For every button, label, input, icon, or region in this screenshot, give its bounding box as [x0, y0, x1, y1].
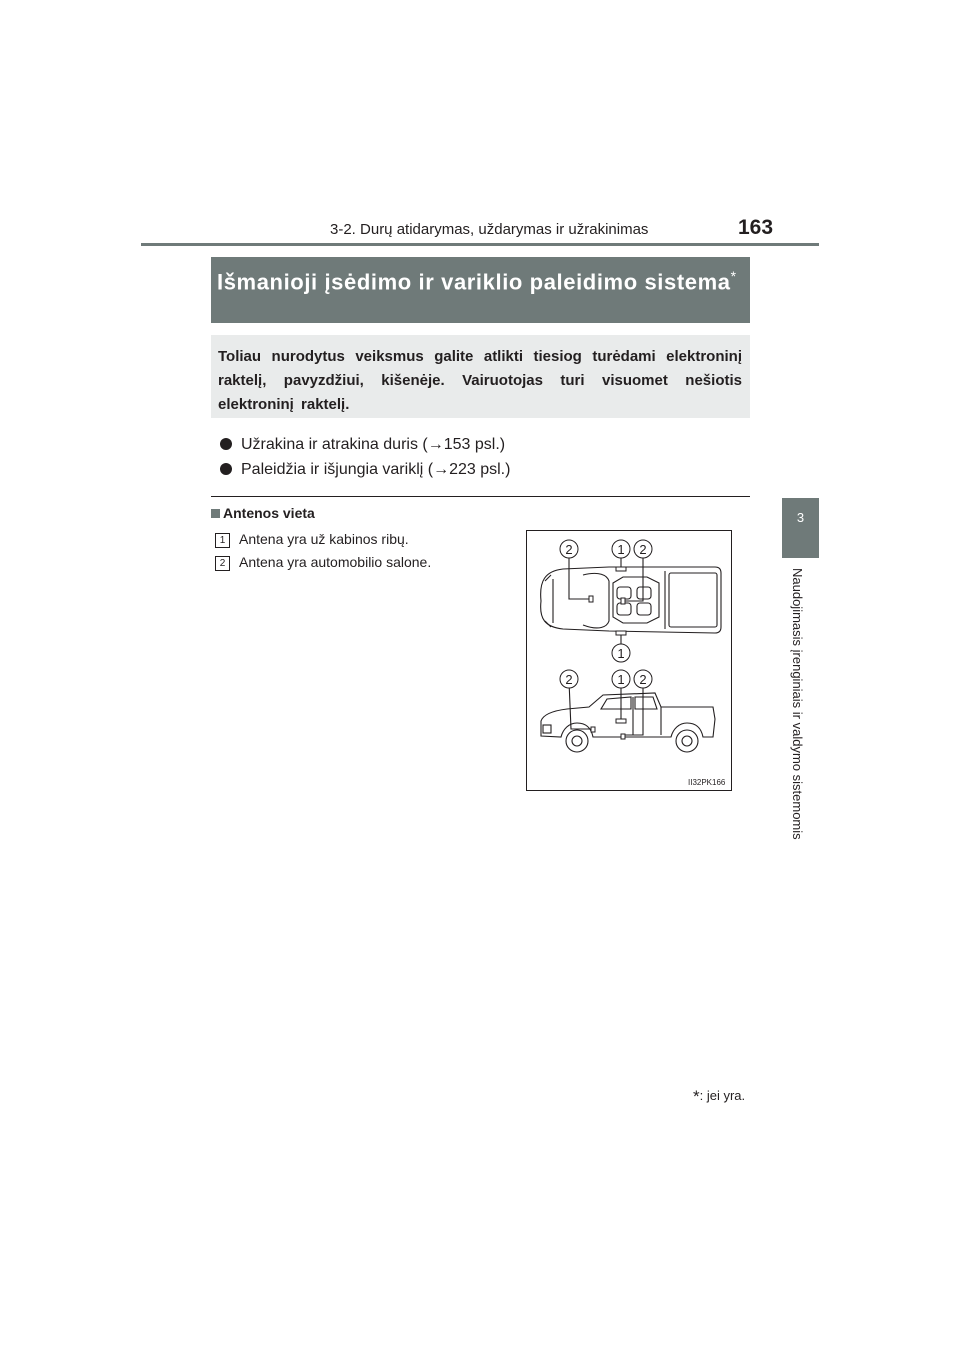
callout-label: 1	[617, 672, 625, 687]
chapter-tab: 3	[782, 498, 819, 558]
bullet-dot-icon	[220, 463, 232, 475]
antenna-location-figure	[526, 530, 732, 791]
header-rule	[141, 243, 819, 246]
list-item	[215, 531, 409, 548]
bullet-dot-icon	[220, 438, 232, 450]
callout-label: 2	[639, 672, 647, 687]
number-badge: 1	[215, 533, 230, 548]
list-item-text: Antena yra automobilio salone.	[239, 554, 432, 570]
section-header: 3-2. Durų atidarymas, uždarymas ir užrakinimas	[330, 221, 649, 238]
square-bullet-icon	[211, 509, 220, 518]
callout-label: 1	[617, 542, 625, 557]
bullet-item	[220, 436, 505, 454]
list-item	[215, 554, 431, 571]
footnote-text: : jei yra.	[699, 1088, 746, 1103]
title-footnote-mark: *	[730, 268, 737, 284]
footnote-mark: *	[693, 1087, 700, 1106]
page-title	[211, 257, 750, 323]
bullet-item	[220, 461, 510, 479]
page-number: 163	[738, 216, 774, 239]
subsection-title: Antenos vieta	[211, 505, 315, 521]
intro-box: Toliau nurodytus veiksmus galite atlikti tiesiog turėdami elektroninį raktelį, pavyzdžiui, kišenėje. Vairuotojas turi visuomet nešiotis elektroninį raktelį.	[211, 335, 750, 418]
vehicle-diagram	[527, 531, 731, 790]
bullet-text: Užrakina ir atrakina duris (→153 psl.)	[241, 436, 506, 453]
callout-label: 1	[617, 646, 625, 661]
footnote	[693, 1087, 745, 1107]
chapter-title: Naudojimasis įrenginiais ir valdymo sistemomis	[790, 568, 805, 840]
number-badge: 2	[215, 556, 230, 571]
truck-top-view	[541, 567, 721, 633]
list-item-text: Antena yra už kabinos ribų.	[239, 531, 409, 547]
figure-code: II32PK166	[688, 778, 726, 787]
truck-side-view	[541, 693, 715, 752]
bullet-text: Paleidžia ir išjungia variklį (→223 psl.)	[241, 461, 511, 478]
callout-label: 2	[565, 672, 573, 687]
callout-label: 2	[565, 542, 573, 557]
callout-label: 2	[639, 542, 647, 557]
section-divider	[211, 496, 750, 497]
page-title-text: Išmanioji įsėdimo ir variklio paleidimo sistema	[217, 269, 731, 295]
